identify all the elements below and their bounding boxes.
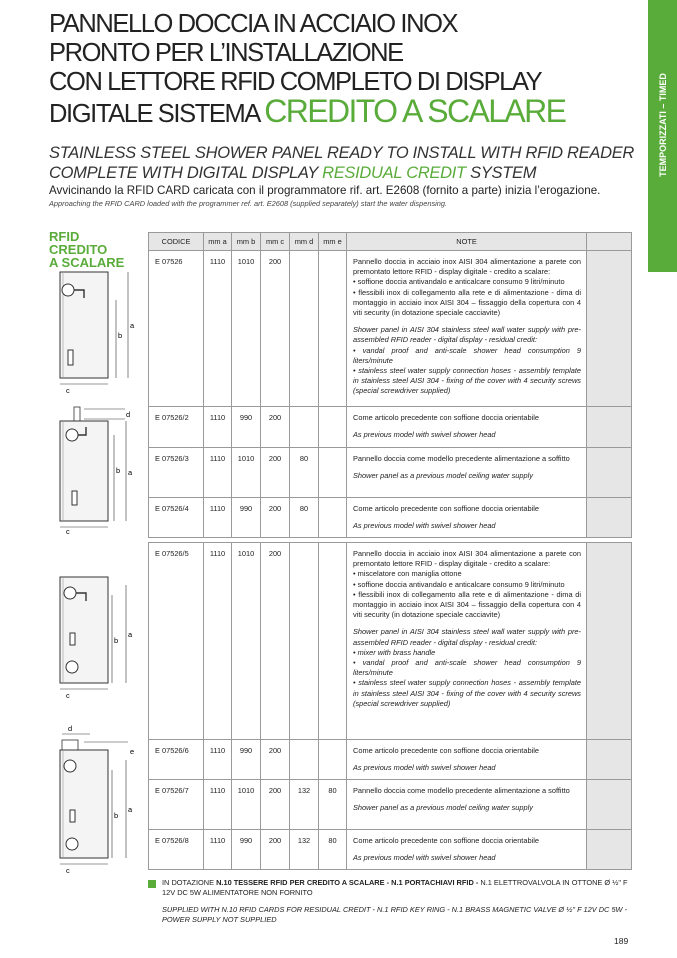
dim-d — [290, 407, 319, 448]
mixer-handle-icon — [66, 661, 78, 673]
shaded-cell — [587, 407, 632, 448]
dim-b: 1010 — [232, 448, 261, 498]
dim-a: 1110 — [204, 407, 232, 448]
table-row — [149, 543, 632, 740]
product-note — [347, 251, 587, 407]
label-d: d — [126, 410, 131, 419]
label-e: e — [130, 747, 135, 756]
dim-e: 80 — [319, 830, 347, 870]
table-header-row — [149, 233, 632, 251]
title-line-1: PANNELLO DOCCIA IN ACCIAIO INOX — [49, 10, 458, 38]
dim-e — [319, 407, 347, 448]
dim-c: 200 — [261, 407, 290, 448]
shaded-cell — [587, 251, 632, 407]
shower-head-icon — [66, 429, 78, 441]
note-english: As previous model with swivel shower head — [353, 521, 496, 531]
label-a: a — [130, 321, 135, 330]
dim-a: 1110 — [204, 448, 232, 498]
dim-b: 1010 — [232, 543, 261, 740]
dim-c: 200 — [261, 251, 290, 407]
dim-e: 80 — [319, 780, 347, 830]
header-mm-b: mm b — [232, 233, 261, 251]
rfid-reader-icon — [70, 810, 75, 822]
note-english: As previous model with swivel shower head — [353, 853, 496, 863]
table-row — [149, 830, 632, 870]
product-note — [347, 830, 587, 870]
subtitle-line-1: STAINLESS STEEL SHOWER PANEL READY TO INSTALL WITH RFID READER — [49, 144, 635, 162]
label-b: b — [116, 466, 121, 475]
table-row — [149, 448, 632, 498]
table-row — [149, 780, 632, 830]
dim-b: 990 — [232, 498, 261, 538]
mixer-handle-icon — [66, 838, 78, 850]
note-italian: Pannello doccia come modello precedente alimentazione a soffitto — [353, 786, 570, 795]
product-table-2 — [148, 542, 632, 870]
page-subtitle — [49, 143, 639, 183]
dim-d: 80 — [290, 498, 319, 538]
dim-d: 80 — [290, 448, 319, 498]
product-code: E 07526/6 — [149, 740, 204, 780]
shaded-cell — [587, 448, 632, 498]
dim-c: 200 — [261, 498, 290, 538]
dim-c: 200 — [261, 448, 290, 498]
note-italian: Pannello doccia come modello precedente alimentazione a soffitto — [353, 454, 570, 463]
dim-c: 200 — [261, 740, 290, 780]
drawing-ceiling-panel-mixer — [40, 720, 145, 880]
product-code: E 07526/2 — [149, 407, 204, 448]
dim-d: 132 — [290, 780, 319, 830]
dim-d — [290, 543, 319, 740]
dim-b: 990 — [232, 830, 261, 870]
product-code: E 07526/8 — [149, 830, 204, 870]
dim-a: 1110 — [204, 740, 232, 780]
product-table-1 — [148, 232, 632, 538]
section-label-line-2: CREDITO — [49, 242, 108, 257]
shower-head-icon — [62, 284, 74, 296]
title-line-3: CON LETTORE RFID COMPLETO DI DISPLAY — [49, 68, 542, 96]
footer-it-suffix: N.1 ELETTROVALVOLA IN OTTONE Ø ½" F 12V DC 5W ALIMENTATORE NON FORNITO — [162, 878, 628, 897]
footer-it-bold: N.10 TESSERE RFID PER CREDITO A SCALARE - N.1 PORTACHIAVI RFID - — [216, 878, 479, 887]
label-b: b — [114, 636, 119, 645]
page-title — [49, 10, 639, 129]
shaded-cell — [587, 498, 632, 538]
product-code: E 07526/3 — [149, 448, 204, 498]
dim-e — [319, 740, 347, 780]
product-code: E 07526/7 — [149, 780, 204, 830]
product-note — [347, 407, 587, 448]
dim-a: 1110 — [204, 830, 232, 870]
dim-d — [290, 251, 319, 407]
label-c: c — [66, 386, 70, 395]
dim-a: 1110 — [204, 780, 232, 830]
label-b: b — [114, 811, 119, 820]
shaded-cell — [587, 740, 632, 780]
note-italian: Come articolo precedente con soffione doccia orientabile — [353, 504, 539, 513]
product-code: E 07526/5 — [149, 543, 204, 740]
category-tab-label: TEMPORIZZATI – TIMED — [658, 73, 668, 177]
note-english: Shower panel as a previous model ceiling water supply — [353, 471, 533, 481]
drawing-ceiling-panel — [40, 405, 145, 535]
product-code: E 07526 — [149, 251, 204, 407]
product-note — [347, 448, 587, 498]
note-english: As previous model with swivel shower head — [353, 763, 496, 773]
table-row — [149, 407, 632, 448]
title-line-2: PRONTO PER L’INSTALLAZIONE — [49, 39, 403, 67]
header-note: NOTE — [347, 233, 587, 251]
shaded-cell — [587, 830, 632, 870]
footer-bullet-icon — [148, 880, 156, 888]
header-mm-d: mm d — [290, 233, 319, 251]
dim-b: 990 — [232, 740, 261, 780]
shower-head-icon — [64, 587, 76, 599]
rfid-reader-icon — [72, 491, 77, 505]
shower-head-icon — [64, 760, 76, 772]
label-c: c — [66, 691, 70, 700]
subtitle-line-2-suffix: SYSTEM — [465, 164, 537, 182]
dim-c: 200 — [261, 830, 290, 870]
footer-english: SUPPLIED WITH N.10 RFID CARDS FOR RESIDUAL CREDIT - N.1 RFID KEY RING - N.1 BRASS MAGNETIC VALVE Ø ½" F 12V DC 5W - POWER SUPPLY NOT SUPPLIED — [162, 905, 628, 924]
dim-e — [319, 543, 347, 740]
page-number: 189 — [614, 936, 629, 946]
intro-italian: Avvicinando la RFID CARD caricata con il programmatore rif. art. E2608 (fornito a parte) inizia l’erogazione. — [49, 184, 601, 197]
header-mm-e: mm e — [319, 233, 347, 251]
product-note — [347, 498, 587, 538]
rfid-reader-icon — [68, 350, 73, 365]
subtitle-highlight: RESIDUAL CREDIT — [322, 164, 466, 182]
header-blank — [587, 233, 632, 251]
label-d: d — [68, 724, 73, 733]
subtitle-line-2-prefix: COMPLETE WITH DIGITAL DISPLAY — [49, 164, 323, 182]
header-mm-c: mm c — [261, 233, 290, 251]
section-label-line-3: A SCALARE — [49, 255, 125, 270]
note-italian: Come articolo precedente con soffione doccia orientabile — [353, 413, 539, 422]
dim-d — [290, 740, 319, 780]
dim-e — [319, 498, 347, 538]
label-a: a — [128, 468, 133, 477]
dim-d: 132 — [290, 830, 319, 870]
footer-it-prefix: IN DOTAZIONE — [162, 878, 217, 887]
drawing-wall-panel — [40, 270, 145, 400]
dim-a: 1110 — [204, 543, 232, 740]
label-b: b — [118, 331, 123, 340]
dim-b: 1010 — [232, 780, 261, 830]
header-mm-a: mm a — [204, 233, 232, 251]
table-row — [149, 740, 632, 780]
dim-a: 1110 — [204, 498, 232, 538]
title-line-4-prefix: DIGITALE SISTEMA — [49, 100, 265, 128]
product-note — [347, 740, 587, 780]
label-c: c — [66, 866, 70, 875]
label-a: a — [128, 630, 133, 639]
header-code: CODICE — [149, 233, 204, 251]
table-row — [149, 251, 632, 407]
category-tab — [648, 0, 677, 272]
subtitle-line-2 — [49, 163, 639, 183]
note-english: As previous model with swivel shower head — [353, 430, 496, 440]
label-a: a — [128, 805, 133, 814]
dim-b: 990 — [232, 407, 261, 448]
rfid-reader-icon — [70, 633, 75, 645]
shaded-cell — [587, 780, 632, 830]
dim-a: 1110 — [204, 251, 232, 407]
product-note — [347, 543, 587, 740]
label-c: c — [66, 527, 70, 535]
shaded-cell — [587, 543, 632, 740]
footer-italian — [162, 878, 640, 898]
note-english: Shower panel as a previous model ceiling water supply — [353, 803, 533, 813]
note-italian: Come articolo precedente con soffione doccia orientabile — [353, 746, 539, 755]
section-label-line-1: RFID — [49, 229, 80, 244]
note-italian: Pannello doccia in acciaio inox AISI 304 alimentazione a parete con premontato lettore RFID - display digitale - credito a scalare: • miscelatore con maniglia ottone • soffione doccia antivandalo e anticalcare consumo 9 litri/minuto • flessibili inox di collegamento alla rete e di alimentazione - dima di montaggio in acciaio inox AISI 304 – fissaggio della copertura con 4 viti security (in dotazione speciale cacciavite) — [353, 549, 581, 620]
drawing-wall-panel-mixer — [40, 575, 145, 705]
title-line-4 — [49, 93, 639, 129]
intro-english: Approaching the RFID CARD loaded with the programmer ref. art. E2608 (supplied separately) start the water dispensing. — [49, 199, 448, 208]
product-code: E 07526/4 — [149, 498, 204, 538]
note-english: Shower panel in AISI 304 stainless steel wall water supply with pre-assembled RFID reader - digital display - residual credit: • vandal proof and anti-scale shower head consumption 9 liters/minute • stainless steel water supply connection hoses - assembly template in stainless steel AISI 304 - fixing of the cover with 4 security screws (special screwdriver supplied) — [353, 325, 581, 396]
product-note — [347, 780, 587, 830]
dim-e — [319, 448, 347, 498]
note-italian: Pannello doccia in acciaio inox AISI 304 alimentazione a parete con premontato lettore RFID - display digitale - credito a scalare: • soffione doccia antivandalo e anticalcare consumo 9 litri/minuto • flessibili inox di collegamento alla rete e di alimentazione - dima di montaggio in acciaio inox AISI 304 – fissaggio della copertura con 4 viti security (in dotazione speciale cacciavite) — [353, 257, 581, 318]
dim-c: 200 — [261, 780, 290, 830]
table-row — [149, 498, 632, 538]
title-highlight: CREDITO A SCALARE — [264, 93, 566, 129]
dim-b: 1010 — [232, 251, 261, 407]
note-italian: Come articolo precedente con soffione doccia orientabile — [353, 836, 539, 845]
dim-c: 200 — [261, 543, 290, 740]
section-label — [49, 230, 149, 269]
note-english: Shower panel in AISI 304 stainless steel wall water supply with pre-assembled RFID reader - digital display - residual credit: • mixer with brass handle • vandal proof and anti-scale shower head consumption 9 liters/minute • stainless steel water supply connection hoses - assembly template in stainless steel AISI 304 - fixing of the cover with 4 security screws (special screwdriver supplied) — [353, 627, 581, 708]
dim-e — [319, 251, 347, 407]
